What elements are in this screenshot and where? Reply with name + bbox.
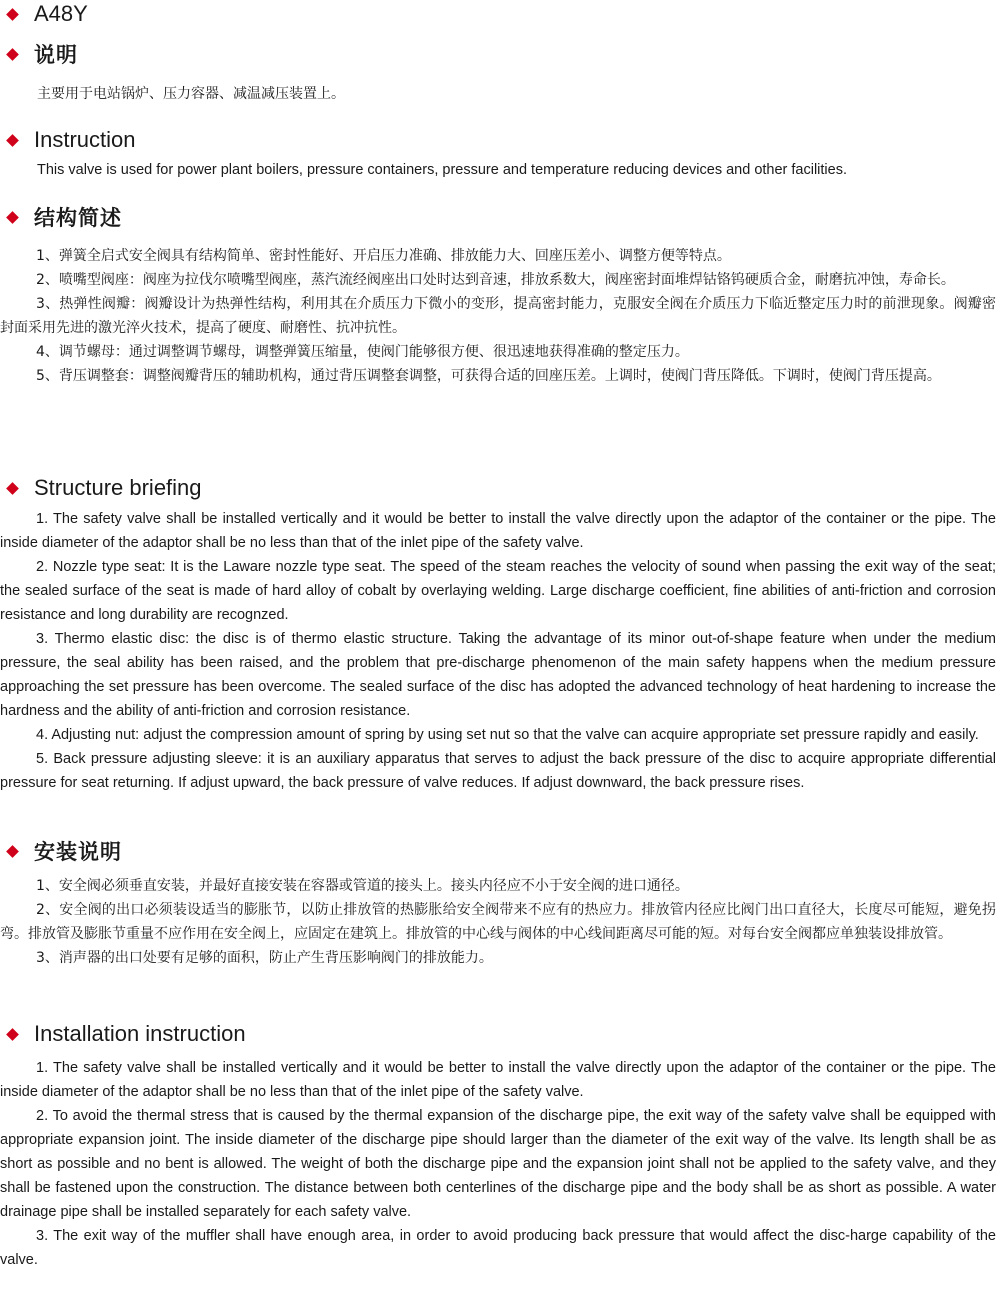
red-diamond-bullet-icon [6,1028,19,1041]
install-zh-item: 1、安全阀必须垂直安装，并最好直接安装在容器或管道的接头上。接头内径应不小于安全阀的进口通径。 [36,878,689,894]
structure-zh-item: 3、热弹性阀瓣：阀瓣设计为热弹性结构，利用其在介质压力下微小的变形，提高密封能力，克服安全阀在介质压力下临近整定压力时的前泄现象。阀瓣密封面采用先进的激光淬火技术，提高了硬度、耐磨性、抗冲抗性。 [0,296,996,336]
structure-zh-body [0,244,996,388]
structure-zh-item: 2、喷嘴型阀座：阀座为拉伐尔喷嘴型阀座，蒸汽流经阀座出口处时达到音速，排放系数大，阀座密封面堆焊钴铬钨硬质合金，耐磨抗冲蚀，寿命长。 [36,272,955,288]
description-zh-text: 主要用于电站锅炉、压力容器、减温减压装置上。 [37,86,345,102]
install-zh-heading [4,837,122,865]
description-en-text: This valve is used for power plant boilers, pressure containers, pressure and temperature reducing devices and other facilities. [37,162,847,178]
install-zh-item: 2、安全阀的出口必须装设适当的膨胀节，以防止排放管的热膨胀给安全阀带来不应有的热应力。排放管内径应比阀门出口直径大，长度尽可能短，避免拐弯。排放管及膨胀节重量不应作用在安全阀上，应固定在建筑上。排放管的中心线与阀体的中心线间距离尽可能的短。对每台安全阀都应单独装设排放管。 [0,902,996,942]
red-diamond-bullet-icon [6,8,19,21]
description-en-body [0,158,996,182]
structure-zh-item: 4、调节螺母：通过调整调节螺母，调整弹簧压缩量，使阀门能够很方便、很迅速地获得准确的整定压力。 [36,344,689,360]
structure-zh-item: 1、弹簧全启式安全阀具有结构简单、密封性能好、开启压力准确、排放能力大、回座压差小、调整方便等特点。 [36,248,731,264]
description-zh-body [0,82,996,106]
install-zh-body [0,874,996,970]
model-heading [4,0,88,28]
structure-zh-title: 结构简述 [34,206,122,230]
install-zh-title: 安装说明 [34,840,122,864]
structure-en-heading [4,474,202,502]
install-en-item: 3. The exit way of the muffler shall have enough area, in order to avoid producing back pressure that would affect the disc-harge capability of the valve. [0,1228,996,1268]
description-en-heading [4,126,136,154]
install-zh-item: 3、消声器的出口处要有足够的面积，防止产生背压影响阀门的排放能力。 [36,950,493,966]
structure-en-item: 1. The safety valve shall be installed vertically and it would be better to install the valve directly upon the adaptor of the container or the pipe. The inside diameter of the adaptor shall be no less than that of the inlet pipe of the safety valve. [0,511,996,551]
description-en-title: Instruction [34,127,136,152]
install-en-body [0,1056,996,1272]
red-diamond-bullet-icon [6,211,19,224]
description-zh-title: 说明 [34,43,78,67]
red-diamond-bullet-icon [6,482,19,495]
structure-en-title: Structure briefing [34,475,202,500]
structure-zh-item: 5、背压调整套：调整阀瓣背压的辅助机构，通过背压调整套调整，可获得合适的回座压差。上调时，使阀门背压降低。下调时，使阀门背压提高。 [36,368,941,384]
structure-en-body [0,507,996,795]
install-en-heading [4,1020,246,1048]
red-diamond-bullet-icon [6,48,19,61]
install-en-title: Installation instruction [34,1021,246,1046]
structure-zh-heading [4,203,122,231]
model-title: A48Y [34,1,88,26]
install-en-item: 2. To avoid the thermal stress that is caused by the thermal expansion of the discharge pipe, the exit way of the safety valve shall be equipped with appropriate expansion joint. The inside diameter of the discharge pipe should larger than the diameter of the exit way of the valve. Its length shall be as short as possible and no bent is allowed. The weight of both the discharge pipe and the expansion joint shall not be applied to the safety valve, and they shall be fastened upon the construction. The distance between both centerlines of the discharge pipe and the body shall be as short as possible. A water drainage pipe shall be installed separately for each safety valve. [0,1108,996,1220]
structure-en-item: 3. Thermo elastic disc: the disc is of thermo elastic structure. Taking the advantage of its minor out-of-shape feature when under the medium pressure, the seal ability has been raised, and the problem that pre-discharge phenomenon of the main safety happens when the medium pressure approaching the set pressure has been overcome. The sealed surface of the disc has adopted the advanced technology of heat hardening to increase the hardness and the ability of anti-friction and corrosion resistance. [0,631,996,719]
structure-en-item: 2. Nozzle type seat: It is the Laware nozzle type seat. The speed of the steam reaches the velocity of sound when passing the exit way of the seat; the sealed surface of the seat is made of hard alloy of cobalt by overlaying welding. Large discharge coefficient, fine abilities of anti-friction and corrosion resistance and long durability are recognzed. [0,559,996,623]
structure-en-item: 4. Adjusting nut: adjust the compression amount of spring by using set nut so that the valve can acquire appropriate set pressure rapidly and easily. [36,727,979,743]
description-zh-heading [4,40,78,68]
red-diamond-bullet-icon [6,845,19,858]
structure-en-item: 5. Back pressure adjusting sleeve: it is an auxiliary apparatus that serves to adjust the back pressure of the disc to acquire appropriate differential pressure for seat returning. If adjust upward, the back pressure of valve reduces. If adjust downward, the back pressure rises. [0,751,996,791]
install-en-item: 1. The safety valve shall be installed vertically and it would be better to install the valve directly upon the adaptor of the container or the pipe. The inside diameter of the adaptor shall be no less than that of the inlet pipe of the safety valve. [0,1060,996,1100]
red-diamond-bullet-icon [6,134,19,147]
